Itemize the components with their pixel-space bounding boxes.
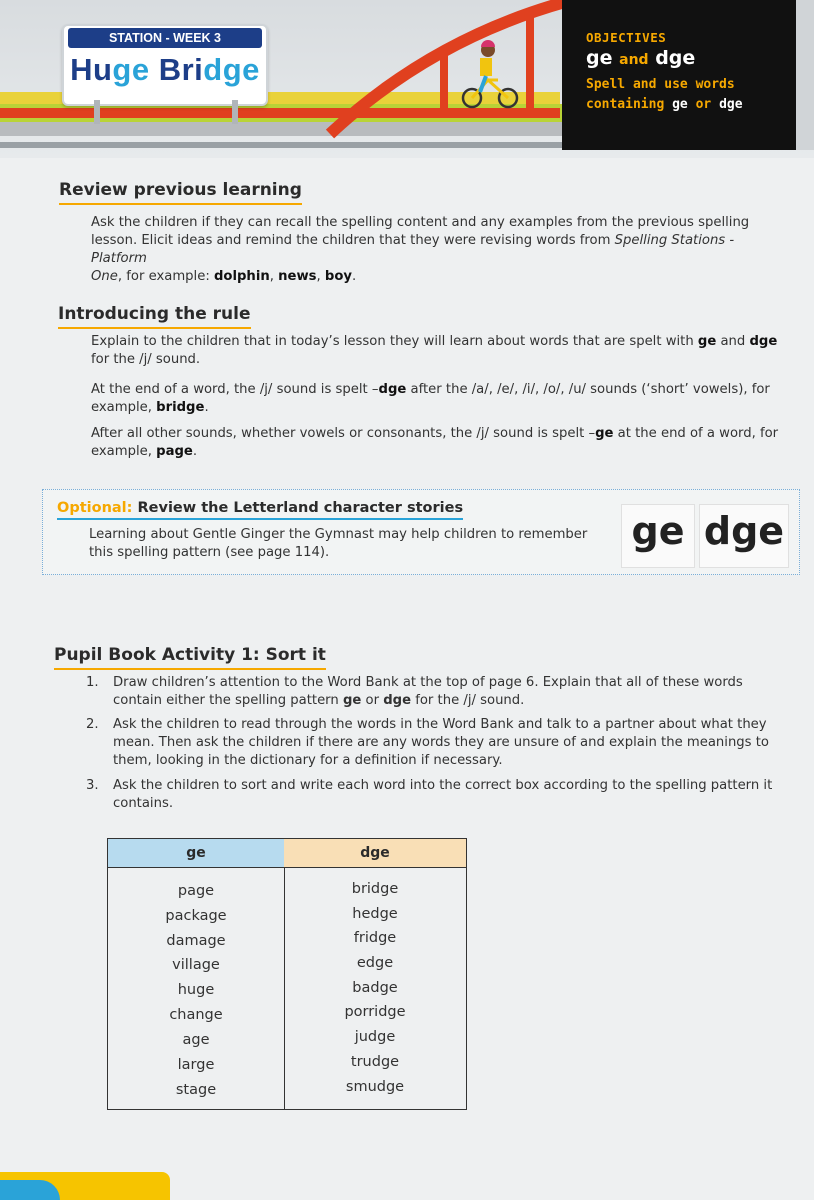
dge-word: fridge (353, 930, 397, 946)
separator: , (316, 269, 325, 284)
objective-word: containing (586, 97, 665, 112)
ge-word: package (165, 908, 227, 924)
ge-word: age (182, 1032, 210, 1048)
rule-heading: Introducing the rule (58, 304, 251, 329)
station-week-label: STATION - WEEK 3 (68, 28, 262, 48)
item-line: Draw children’s attention to the Word Bank at the top of page 6. Explain that all of these words (113, 675, 743, 690)
item-line: contains. (113, 796, 174, 811)
item-text (113, 674, 776, 710)
item-number: 1. (86, 675, 99, 690)
activity-item-1 (86, 674, 776, 714)
rule-text: for the /j/ sound. (91, 352, 201, 367)
item-line: contain either the spelling pattern (113, 693, 343, 708)
rule-paragraph-2 (91, 381, 791, 417)
sign-post (232, 100, 238, 124)
item-line: mean. Then ask the children if there are any words they are unsure of and explain the meanings to (113, 735, 769, 750)
letterland-ge-tile (621, 504, 695, 568)
rule-text: example, (91, 400, 157, 415)
title-part: Hu (70, 52, 113, 87)
item-line: or (361, 693, 384, 708)
rule-paragraph-3 (91, 425, 791, 461)
rule-pattern: ge (697, 334, 717, 349)
item-line: Ask the children to read through the words in the Word Bank and talk to a partner about what they (113, 717, 767, 732)
pattern-dge: dge (655, 47, 696, 69)
and-word: and (619, 52, 649, 68)
dge-word: porridge (344, 1004, 406, 1020)
item-text (113, 777, 776, 813)
ge-column (108, 839, 285, 1109)
item-line: Ask the children to sort and write each word into the correct box according to the spelling pattern it (113, 778, 773, 793)
pattern-ge: ge (586, 47, 613, 69)
title-part-highlight: ge (112, 52, 150, 87)
example-word: dolphin (213, 269, 270, 284)
objective-word: or (695, 97, 712, 112)
objectives-pole (796, 0, 814, 150)
corner-decoration (0, 1180, 60, 1200)
rule-text: . (192, 444, 198, 459)
ge-word: huge (177, 982, 215, 998)
rule-pattern: dge (378, 382, 407, 397)
dge-word: edge (356, 955, 394, 971)
rule-text: example, (91, 444, 157, 459)
ge-word: page (177, 883, 215, 899)
item-number: 3. (86, 778, 99, 793)
activity-item-2 (86, 716, 776, 772)
review-heading: Review previous learning (59, 180, 302, 205)
dge-word: smudge (345, 1079, 405, 1095)
ge-word: change (169, 1007, 223, 1023)
word-sort-table (107, 838, 467, 1110)
optional-title: Review the Letterland character stories (132, 500, 464, 516)
item-line: for the /j/ sound. (411, 693, 525, 708)
activity-item-3 (86, 777, 776, 817)
rule-text: After all other sounds, whether vowels or consonants, the /j/ sound is spelt – (91, 426, 596, 441)
title-part-highlight: dge (203, 52, 260, 87)
ge-word: damage (166, 933, 226, 949)
rule-text: Explain to the children that in today’s lesson they will learn about words that are spelt with (91, 334, 698, 349)
letterland-dge-tile (699, 504, 789, 568)
objective-pattern: dge (719, 97, 743, 112)
dge-word: badge (352, 980, 398, 996)
page-header (0, 0, 814, 158)
dge-word: trudge (350, 1054, 400, 1070)
objectives-panel (562, 0, 798, 150)
rule-text: at the end of a word, for (613, 426, 779, 441)
optional-heading (57, 500, 463, 520)
example-word: news (278, 269, 317, 284)
cyclist-icon (463, 40, 517, 107)
rule-pattern: dge (749, 334, 778, 349)
dge-word: hedge (352, 906, 398, 922)
rule-example: bridge (156, 400, 205, 415)
review-text: , for example: (117, 269, 214, 284)
separator: , (269, 269, 279, 284)
optional-box (42, 489, 800, 575)
tile-letters: ge (631, 509, 685, 553)
rule-text: At the end of a word, the /j/ sound is spelt – (91, 382, 379, 397)
item-pattern: ge (342, 693, 362, 708)
ge-word: stage (175, 1082, 217, 1098)
rule-example: page (156, 444, 193, 459)
objectives-description (586, 75, 798, 115)
page-title (64, 52, 266, 88)
dge-column-header: dge (284, 839, 466, 868)
rule-text: after the /a/, /e/, /i/, /o/, /u/ sounds (‘short’ vowels), for (406, 382, 770, 397)
dge-word: judge (354, 1029, 396, 1045)
activity-heading: Pupil Book Activity 1: Sort it (54, 645, 326, 670)
tile-letters: dge (703, 509, 785, 553)
item-line: them, looking in the dictionary for a definition if necessary. (113, 753, 503, 768)
ge-word: village (172, 957, 220, 973)
example-word: boy (324, 269, 352, 284)
title-part: Bri (149, 52, 204, 87)
objective-line-1: Spell and use words (586, 77, 735, 92)
review-paragraph (91, 214, 791, 286)
separator: . (352, 269, 357, 284)
review-text: lesson. Elicit ideas and remind the children that they were revising words from (91, 233, 615, 248)
item-pattern: dge (383, 693, 412, 708)
dge-word: bridge (351, 881, 399, 897)
review-text: Ask the children if they can recall the spelling content and any examples from the previous spelling (91, 215, 750, 230)
optional-text: this spelling pattern (see page 114). (89, 545, 330, 560)
review-italic: Spelling Stations - Platform (91, 233, 735, 266)
ge-word: large (177, 1057, 215, 1073)
objective-pattern: ge (672, 97, 688, 112)
ge-column-header: ge (108, 839, 284, 868)
sign-post (94, 100, 100, 124)
rule-paragraph-1 (91, 333, 791, 369)
item-text (113, 716, 776, 770)
item-number: 2. (86, 717, 99, 732)
rule-pattern: ge (595, 426, 614, 441)
optional-text: Learning about Gentle Ginger the Gymnast may help children to remember (89, 527, 588, 542)
station-sign (62, 24, 268, 106)
dge-column (284, 839, 466, 1109)
optional-label: Optional: (57, 500, 133, 516)
optional-paragraph (89, 526, 609, 562)
rule-text: and (716, 334, 750, 349)
objectives-patterns (586, 47, 798, 69)
rule-text: . (204, 400, 209, 415)
objectives-label: OBJECTIVES (586, 30, 667, 45)
review-italic: One (91, 269, 118, 284)
